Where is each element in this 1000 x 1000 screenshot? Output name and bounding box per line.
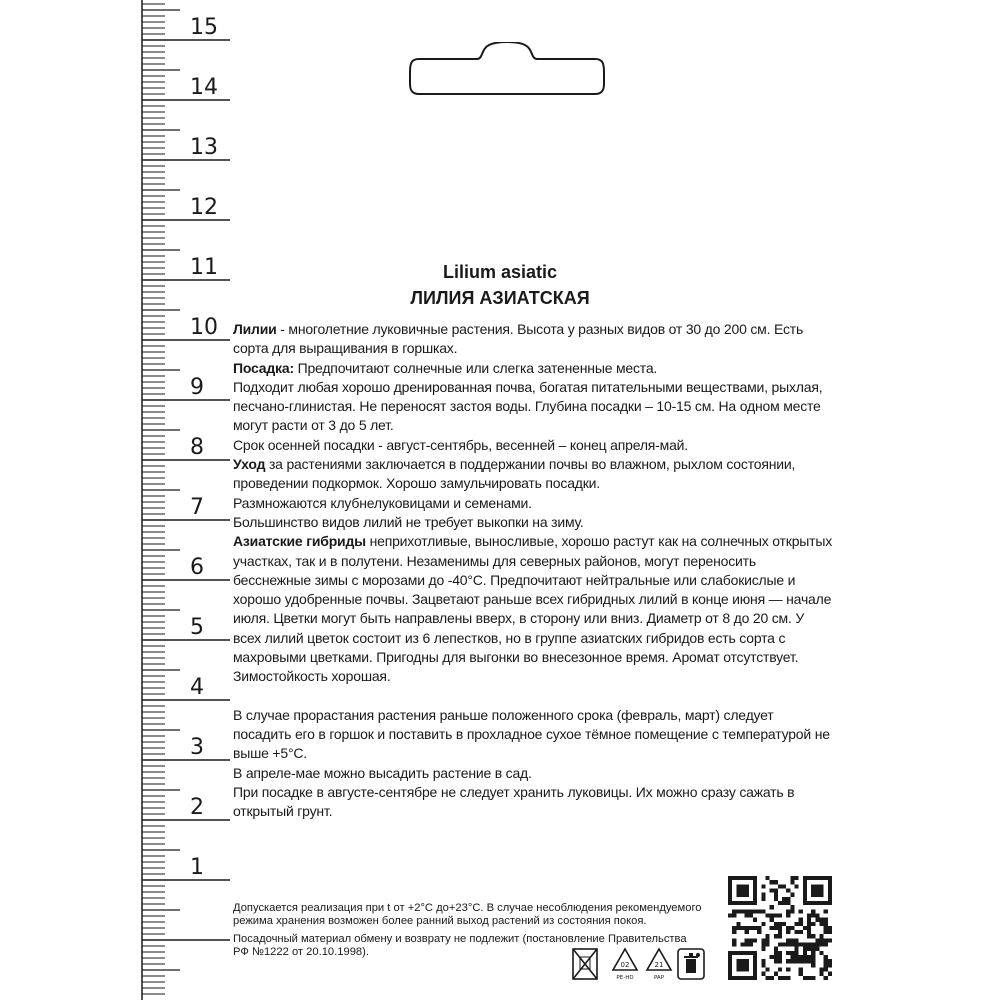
latin-name: Lilium asiatic <box>442 262 558 282</box>
august-paragraph: При посадке в августе-сентябре не следует хранить луковицы. Их можно сразу сажать в открытый грунт. <box>233 783 795 820</box>
recycle-material-1: PE-HD <box>616 975 634 981</box>
care-instructions <box>233 320 833 821</box>
ruler-label-11: 11 <box>190 255 218 280</box>
propagation-paragraph: Размножаются клубнелуковицами и семенами. <box>233 494 532 511</box>
lilies-paragraph: Лилии - многолетние луковичные растения. Высота у разных видов от 30 до 200 см. Есть сорта для выращивания в горшках. <box>233 321 804 357</box>
storage-note: Допускается реализация при t от +2°С до+23°С. В случае несоблюдения рекомендуемого режима хранения возможен более ранний выход растений из состояния покоя. <box>233 902 702 927</box>
hybrids-label: Азиатские гибриды <box>233 533 366 550</box>
no-sorting-icon <box>570 945 600 985</box>
sprouting-paragraph: В случае прорастания растения раньше положенного срока (февраль, март) следует посадить его в горшок и поставить в прохладное сухое тёмное помещение с температурой не выше +5°С. <box>233 706 830 762</box>
care-label: Уход <box>233 456 266 473</box>
digging-paragraph: Большинство видов лилий не требует выкопки на зиму. <box>233 513 584 530</box>
pe-hd-recycle-icon <box>610 945 640 985</box>
qr-code <box>728 876 832 980</box>
ruler-label-12: 12 <box>190 195 218 220</box>
ruler-label-14: 14 <box>190 75 218 100</box>
ruler-label-8: 8 <box>190 435 204 460</box>
recycle-code-2: 21 <box>654 961 664 969</box>
ruler-label-1: 1 <box>190 855 204 880</box>
recycle-code-1: 02 <box>620 961 630 969</box>
hardiness-paragraph: Зимостойкость хорошая. <box>233 668 391 685</box>
planting-paragraph: Посадка: Предпочитают солнечные или слегка затененные места. <box>233 359 658 376</box>
hanger-hole <box>407 42 607 102</box>
ruler-label-10: 10 <box>190 315 218 340</box>
ruler-label-7: 7 <box>190 495 204 520</box>
care-paragraph: Уход за растениями заключается в поддержании почвы во влажном, рыхлом состоянии, проведении подкормок. Хорошо замульчировать посадки. <box>233 456 796 492</box>
planting-label: Посадка: <box>233 359 294 376</box>
soil-paragraph: Подходит любая хорошо дренированная почва, богатая питательными веществами, рыхлая, песчано-глинистая. Не переносят застоя воды. Глубина посадки – 10-15 см. На одном месте могут расти от 3 до 5 лет. <box>233 378 823 434</box>
ruler-label-15: 15 <box>190 15 218 40</box>
trash-bin-icon <box>676 945 706 985</box>
recycle-material-2: PAP <box>653 975 665 981</box>
april-paragraph: В апреле-мае можно высадить растение в сад. <box>233 764 532 781</box>
hybrids-paragraph: Азиатские гибриды неприхотливые, выносливые, хорошо растут как на солнечных открытых участках, так и в полутени. Незаменимы для северных районов, могут переносить бесснежные зимы с морозами до -40°С. Предпочитают нейтральные или слабокислые и хорошо удобренные почвы. Зацветают раньше всех гибридных лилий в конце июня — начале июля. Цветки могут быть направлены вверх, в сторону или вниз. Диаметр от 8 до 20 см. У всех лилий цветок состоит из 6 лепестков, но в группе азиатских гибридов есть сорта с махровыми цветками. Пригодны для выгонки во внесезонное время. Аромат отсутствует. <box>233 533 833 666</box>
ruler-label-13: 13 <box>190 135 218 160</box>
ruler-label-4: 4 <box>190 675 204 700</box>
timing-paragraph: Срок осенней посадки - август-сентябрь, весенней – конец апреля-май. <box>233 436 688 453</box>
pap-recycle-icon <box>644 945 674 985</box>
return-note: Посадочный материал обмену и возврату не подлежит (постановление Правительства РФ №1222 от 20.10.1998). <box>233 933 687 958</box>
lilies-label: Лилии <box>233 321 277 337</box>
recycling-symbols <box>570 945 710 985</box>
ruler-label-9: 9 <box>190 375 204 400</box>
ruler-label-3: 3 <box>190 735 204 760</box>
ruler-label-6: 6 <box>190 555 204 580</box>
ruler-label-2: 2 <box>190 795 204 820</box>
product-title: ЛИЛИЯ АЗИАТСКАЯ <box>410 288 590 308</box>
ruler-label-5: 5 <box>190 615 204 640</box>
